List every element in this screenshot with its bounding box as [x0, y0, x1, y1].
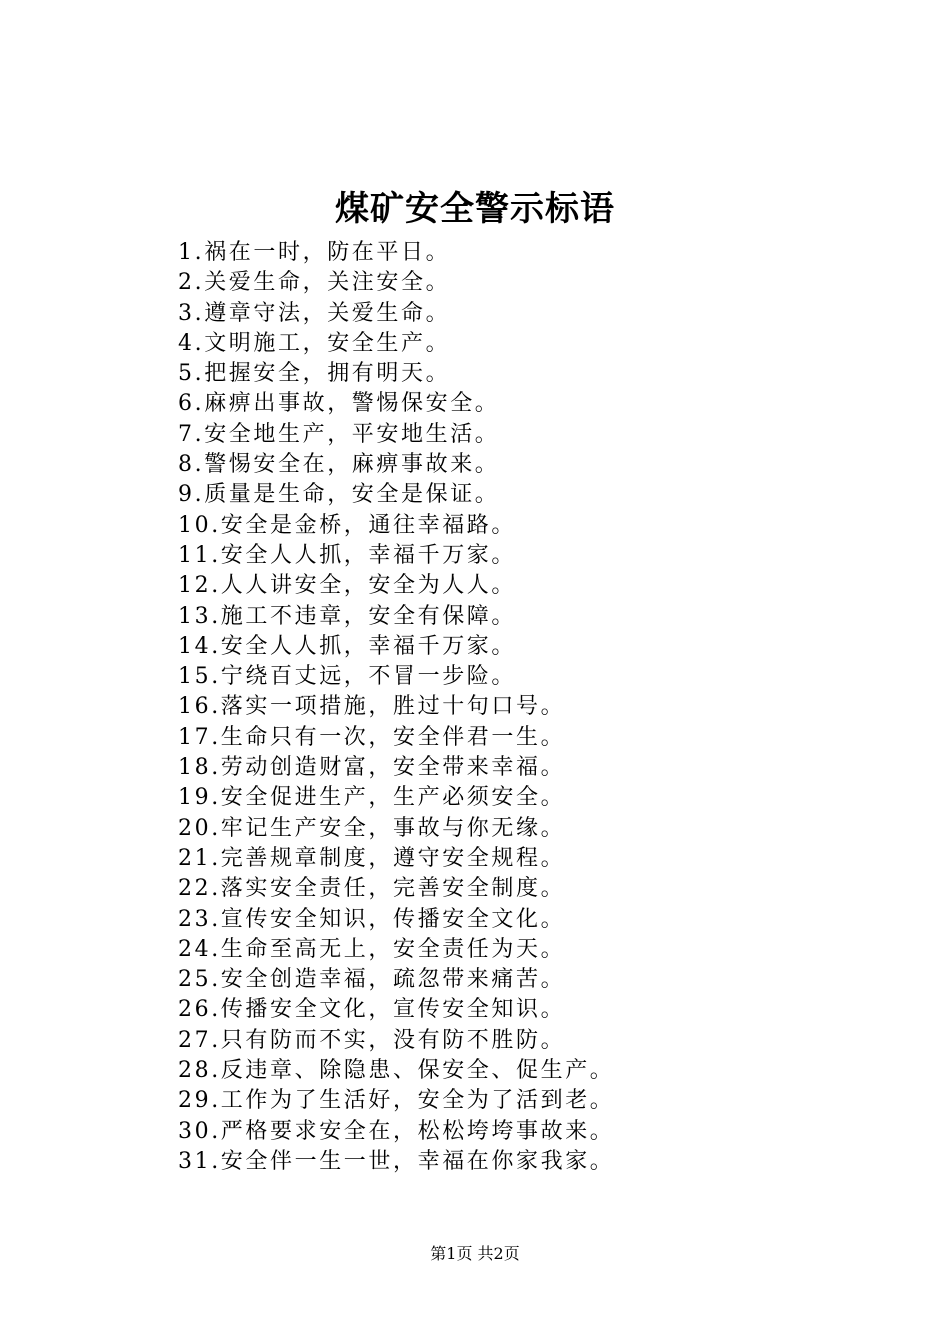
list-item: 26.传播安全文化，宣传安全知识。 [178, 997, 566, 1023]
page-title: 煤矿安全警示标语 [335, 189, 615, 229]
list-item: 16.落实一项措施，胜过十句口号。 [178, 694, 566, 720]
list-item: 20.牢记生产安全，事故与你无缘。 [178, 815, 566, 841]
list-item: 11.安全人人抓，幸福千万家。 [178, 542, 516, 568]
list-item: 22.落实安全责任，完善安全制度。 [178, 876, 566, 902]
list-item: 17.生命只有一次，安全伴君一生。 [178, 724, 566, 750]
list-item: 14.安全人人抓，幸福千万家。 [178, 633, 516, 659]
list-item: 30.严格要求安全在，松松垮垮事故来。 [178, 1118, 615, 1144]
list-item: 18.劳动创造财富，安全带来幸福。 [178, 755, 566, 781]
list-item: 4.文明施工，安全生产。 [178, 330, 451, 356]
list-item: 2.关爱生命，关注安全。 [178, 270, 451, 296]
page-footer: 第1页 共2页 [430, 1244, 520, 1263]
list-item: 7.安全地生产，平安地生活。 [178, 421, 500, 447]
slogan-list [178, 238, 878, 1177]
list-item: 10.安全是金桥，通往幸福路。 [178, 512, 516, 538]
list-item: 23.宣传安全知识，传播安全文化。 [178, 906, 566, 932]
list-item: 28.反违章、除隐患、保安全、促生产。 [178, 1058, 615, 1084]
list-item: 3.遵章守法，关爱生命。 [178, 300, 451, 326]
list-item: 6.麻痹出事故，警惕保安全。 [178, 391, 500, 417]
list-item: 8.警惕安全在，麻痹事故来。 [178, 452, 500, 478]
list-item: 25.安全创造幸福，疏忽带来痛苦。 [178, 967, 566, 993]
list-item: 21.完善规章制度，遵守安全规程。 [178, 845, 566, 871]
list-item: 19.安全促进生产，生产必须安全。 [178, 785, 566, 811]
list-item: 5.把握安全，拥有明天。 [178, 361, 451, 387]
list-item: 15.宁绕百丈远，不冒一步险。 [178, 664, 516, 690]
list-item: 13.施工不违章，安全有保障。 [178, 603, 516, 629]
list-item: 31.安全伴一生一世，幸福在你家我家。 [178, 1148, 615, 1174]
list-item: 12.人人讲安全，安全为人人。 [178, 573, 516, 599]
list-item: 9.质量是生命，安全是保证。 [178, 482, 500, 508]
list-item: 1.祸在一时，防在平日。 [178, 240, 451, 265]
list-item: 24.生命至高无上，安全责任为天。 [178, 936, 566, 962]
list-item: 29.工作为了生活好，安全为了活到老。 [178, 1088, 615, 1114]
list-item: 27.只有防而不实，没有防不胜防。 [178, 1027, 566, 1053]
